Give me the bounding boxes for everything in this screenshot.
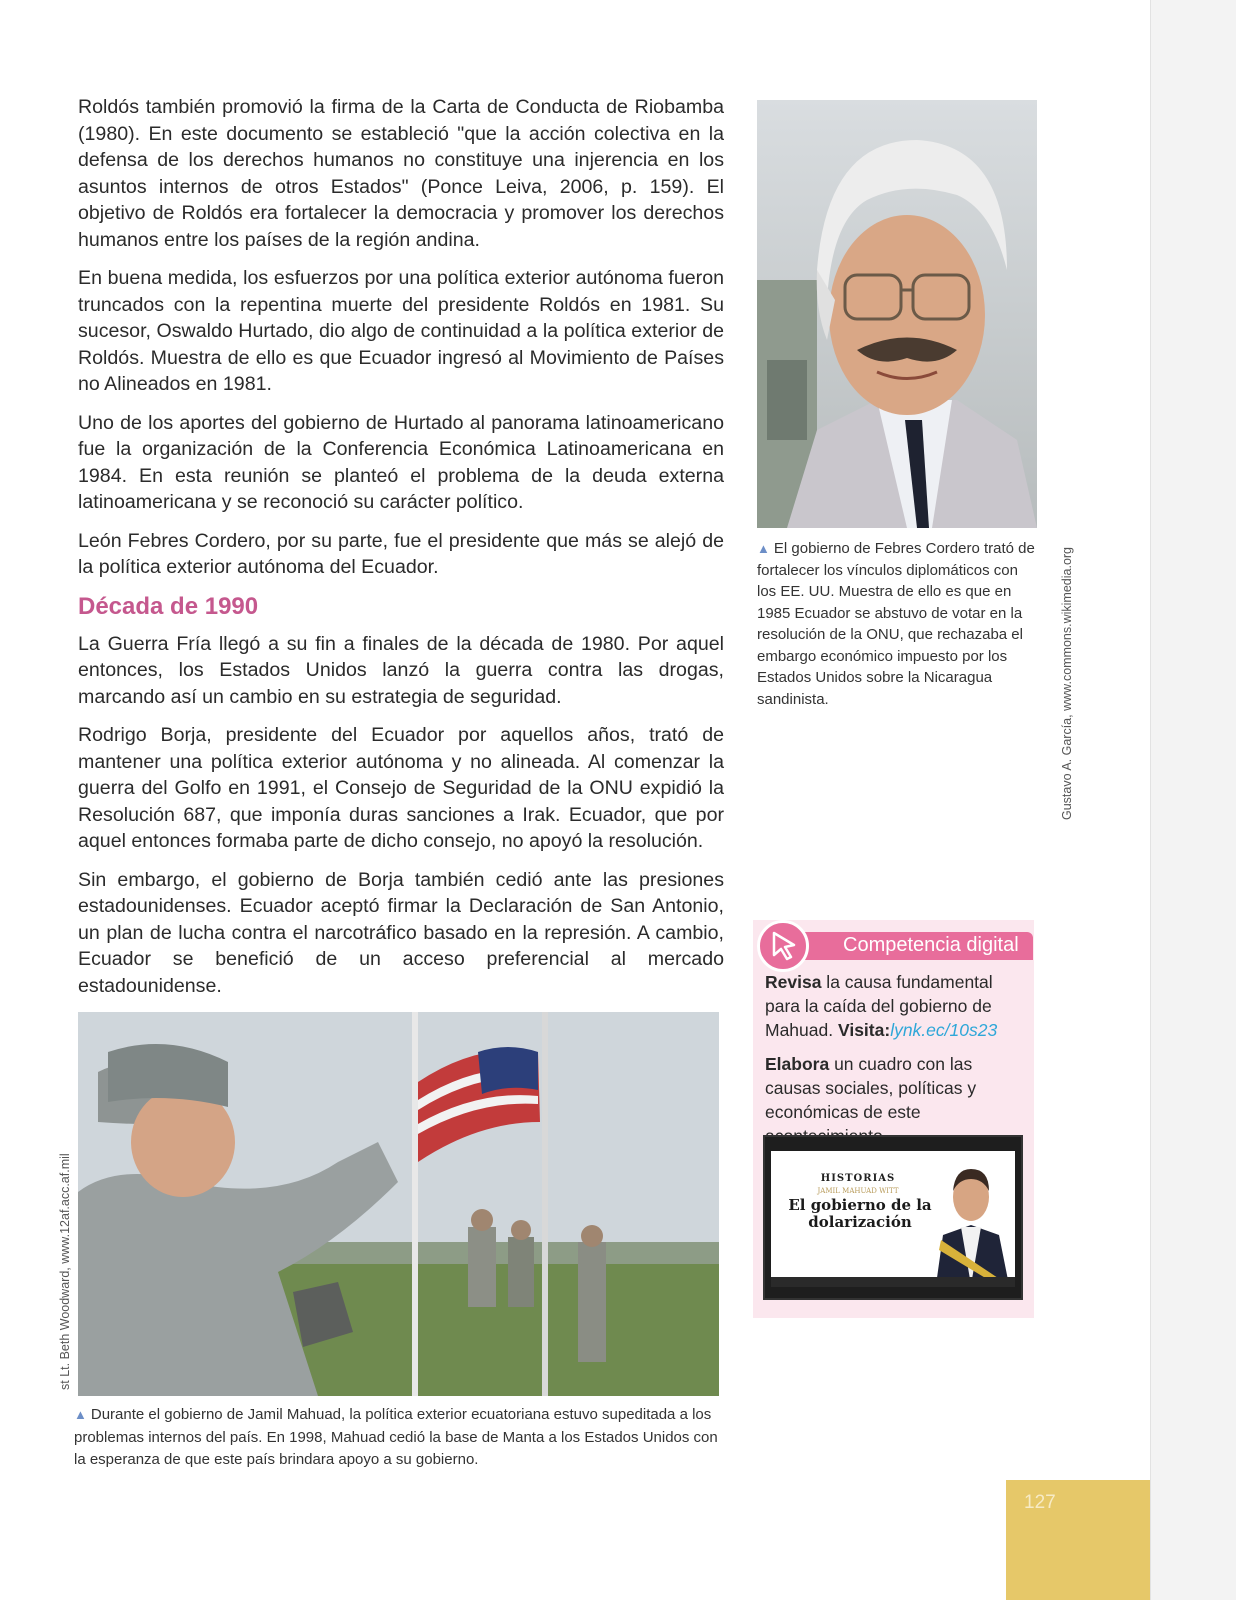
- main-column: [78, 94, 724, 1011]
- video-title: El gobierno de la dolarización: [788, 1196, 932, 1231]
- section-heading: Década de 1990: [78, 592, 259, 620]
- paragraph-3: Uno de los aportes del gobierno de Hurtado al panorama latinoamericano fue la organización de la Conferencia Económica Latinoamericana en 1984. En esta reunión se planteó el problema de la deuda externa latinoamericana y se reconoció su carácter político.: [78, 411, 724, 513]
- competencia-title: Competencia digital: [843, 934, 1019, 956]
- competencia-body: [765, 970, 1027, 1158]
- revisa-instruction: Revisa la causa fundamental para la caída del gobierno de Mahuad. Visita:lynk.ec/10s23: [765, 972, 998, 1040]
- page-number: 127: [1024, 1492, 1056, 1513]
- resource-link[interactable]: lynk.ec/10s23: [890, 1020, 998, 1040]
- salute-illustration: [78, 1012, 719, 1396]
- caption-right: ▲ El gobierno de Febres Cordero trató de fortalecer los vínculos diplomáticos con los EE. UU. Muestra de ello es que en 1985 Ecuador se abstuvo de votar en la resolución de la ONU, que rechazaba el embargo económico impuesto por los Estados Unidos sobre la Nicaragua sandinista.: [757, 540, 1035, 708]
- paragraph-4: León Febres Cordero, por su parte, fue el presidente que más se alejó de la política exterior autónoma del Ecuador.: [78, 529, 724, 578]
- photo-credit-right: Gustavo A. García, www.commons.wikimedia.org: [1060, 546, 1074, 820]
- video-subtitle: JAMIL MAHUAD WITT: [817, 1187, 899, 1195]
- photo-credit-left: st Lt. Beth Woodward, www.12af.acc.af.mil: [58, 1153, 72, 1390]
- salute-photo: [78, 1012, 719, 1396]
- competencia-digital-box: [753, 920, 1034, 1318]
- video-portrait-icon: [931, 1155, 1011, 1285]
- paragraph-5: La Guerra Fría llegó a su fin a finales de la década de 1980. Por aquel entonces, los Estados Unidos lanzó la guerra contra las drogas, marcando así un cambio en su estrategia de seguridad.: [78, 632, 724, 708]
- page-edge: [1150, 0, 1236, 1600]
- paragraph-7: Sin embargo, el gobierno de Borja también cedió ante las presiones estadounidenses. Ecuador aceptó firmar la Declaración de San Antonio, un plan de lucha contra el narcotráfico basado en la represión. A cambio, Ecuador se benefició de un acceso preferencial al mercado estadounidense.: [78, 868, 724, 997]
- elabora-instruction: Elabora un cuadro con las causas sociales, políticas y económicas de este: [765, 1054, 977, 1122]
- page-number-box: [1006, 1480, 1150, 1600]
- caption-bottom: ▲ Durante el gobierno de Jamil Mahuad, la política exterior ecuatoriana estuvo supeditada a los problemas internos del país. En 1998, Mahuad cedió la base de Manta a los Estados Unidos con la esperanza de que este país brindara apoyo a su gobierno.: [74, 1406, 718, 1468]
- paragraph-2: En buena medida, los esfuerzos por una política exterior autónoma fueron truncados con la repentina muerte del presidente Roldós en 1981. Su sucesor, Oswaldo Hurtado, dio algo de continuidad a la política exterior de Roldós. Muestra de ello es que Ecuador ingresó al Movimiento de Países no Alineados en 1981.: [78, 267, 724, 395]
- video-thumbnail[interactable]: [763, 1135, 1023, 1300]
- video-progress-bar[interactable]: [771, 1277, 1015, 1287]
- competencia-header: [793, 932, 1033, 960]
- cursor-icon: [757, 920, 809, 972]
- portrait-illustration: [757, 100, 1037, 528]
- caption-triangle-icon: ▲: [757, 541, 770, 556]
- video-brand: HISTORIAS: [820, 1173, 896, 1184]
- video-frame: [771, 1151, 1015, 1287]
- paragraph-1: Roldós también promovió la firma de la Carta de Conducta de Riobamba (1980). En este documento se estableció "que la acción colectiva en la defensa de los derechos humanos no constituye una injerencia en los asuntos internos de otros Estados" (Ponce Leiva, 2006, p. 159). El objetivo de Roldós era fortalecer la democracia y promover los derechos humanos entre los países de la región andina.: [78, 96, 724, 251]
- caption-triangle-icon: ▲: [74, 1407, 87, 1422]
- portrait-photo: [757, 100, 1037, 528]
- paragraph-6: Rodrigo Borja, presidente del Ecuador por aquellos años, trató de mantener una política exterior autónoma y no alineada. Al comenzar la guerra del Golfo en 1991, el Consejo de Seguridad de la ONU expidió la Resolución 687, que imponía duras sanciones a Irak. Ecuador, que por aquel entonces formaba parte de dicho consejo, no apoyó la resolución.: [78, 724, 724, 852]
